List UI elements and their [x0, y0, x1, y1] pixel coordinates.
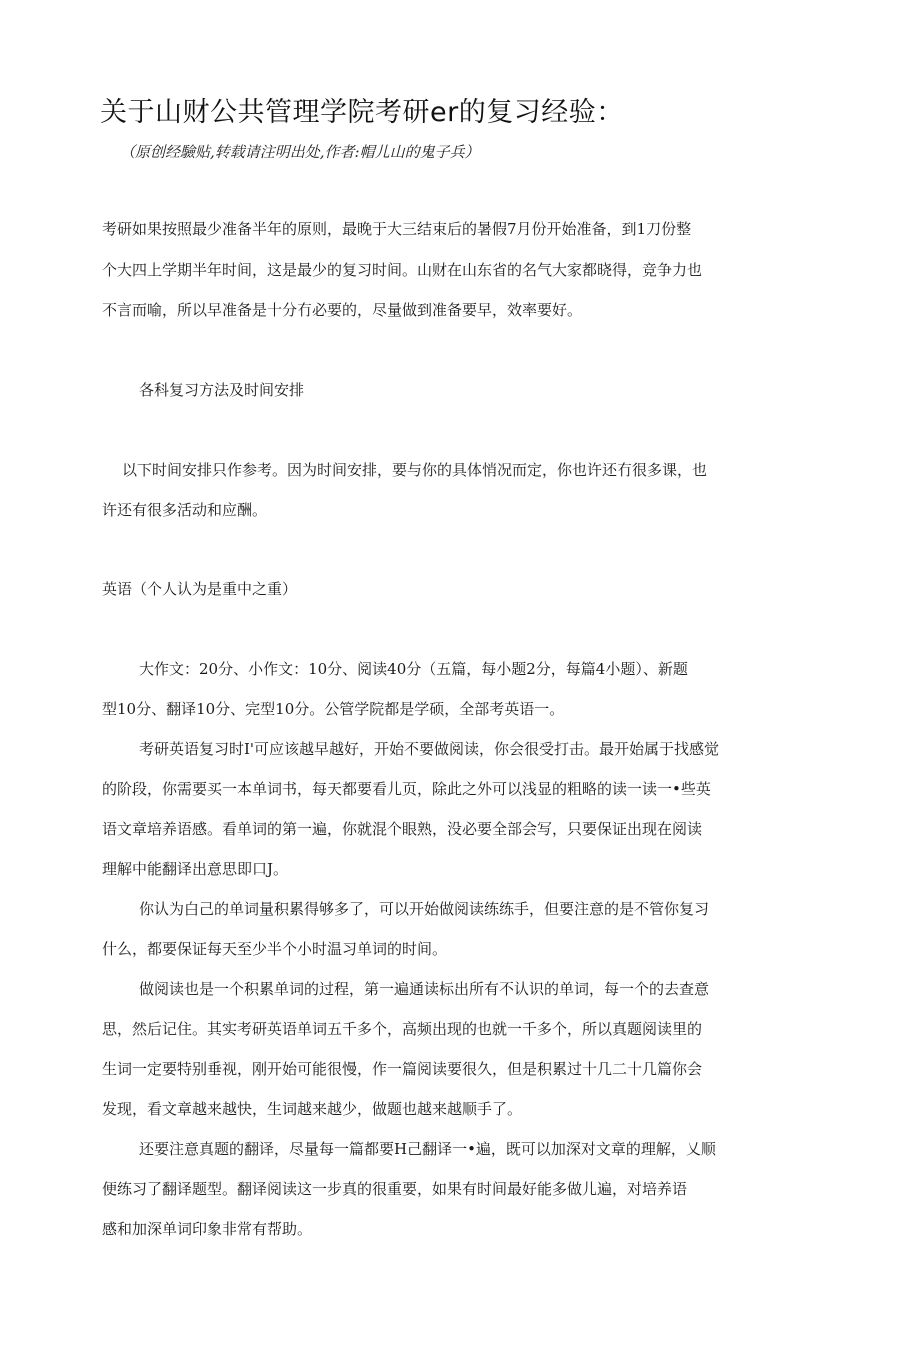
- english-line: 感和加深单词印象非常有帮助。: [102, 1220, 313, 1238]
- english-heading: 英语（个人认为是重中之重）: [102, 580, 298, 598]
- english-line: 理解中能翻译出意思即口J。: [102, 860, 289, 878]
- english-line: 便练习了翻译题型。翻译阅读这一步真的很重要，如果有时间最好能多做儿遍，对培养语: [102, 1180, 688, 1198]
- english-line: 语文章培养语感。看单词的第一遍，你就混个眼熟，没必要全部会写，只要保证出现在阅读: [102, 820, 703, 838]
- time-note-line: 许还有很多活动和应酬。: [102, 501, 268, 519]
- english-line: 发现，看文章越来越快，生词越来越少，做题也越来越顺手了。: [102, 1100, 523, 1118]
- page-title: 关于山财公共管理学院考研er的复习经验：: [100, 97, 624, 128]
- english-line: 生词一定要特别垂视，刚开始可能很慢，作一篇阅读要很久，但是积累过十几二十几篇你会: [102, 1060, 703, 1078]
- english-line: 还要注意真题的翻译，尽量每一篇都要H己翻译一•遍，既可以加深对文章的理解，乂顺: [139, 1140, 716, 1158]
- intro-line: 考研如果按照最少准备半年的原则，最晚于大三结束后的暑假7月份开始准备，到1刀份整: [102, 220, 692, 238]
- english-line: 做阅读也是一个积累单词的过程，第一遍通读标出所有不认识的单词，每一个的去查意: [139, 980, 710, 998]
- english-line: 思，然后记住。其实考研英语单词五千多个，高频出现的也就一千多个，所以真题阅读里的: [102, 1020, 703, 1038]
- section-heading: 各科复习方法及时间安排: [139, 381, 305, 399]
- author-note: （原创经驗贴,转载请注明出处,作者:帽儿山的鬼子兵）: [120, 143, 480, 161]
- english-line: 什么，都要保证每天至少半个小时温习单词的时间。: [102, 940, 448, 958]
- english-line: 型10分、翻译10分、完型10分。公管学院都是学硕，全部考英语一。: [102, 700, 565, 718]
- english-line: 大作文：20分、小作文：10分、阅读40分（五篇，每小题2分，每篇4小题）、新题: [139, 660, 688, 678]
- intro-line: 个大四上学期半年时间，这是最少的复习时间。山财在山东省的名气大家都晓得，竞争力也: [102, 261, 703, 279]
- english-line: 考研英语复习时I'可应该越早越好，开始不要做阅读，你会很受打击。最开始属于找感觉: [139, 740, 720, 758]
- english-line: 你认为白己的单词量积累得够多了，可以开始做阅读练练手，但要注意的是不管你复习: [139, 900, 710, 918]
- english-line: 的阶段，你需要买一本单词书，每天都要看儿页，除此之外可以浅显的粗略的读一读一•些英: [102, 780, 711, 798]
- intro-line: 不言而喻，所以早准备是十分冇必要的，尽量做到准备要早，效率要好。: [102, 301, 583, 319]
- time-note-line: 以下时间安排只作参考。因为时间安排，要与你的具体悄况而定，你也许还冇很多课，也: [122, 461, 708, 479]
